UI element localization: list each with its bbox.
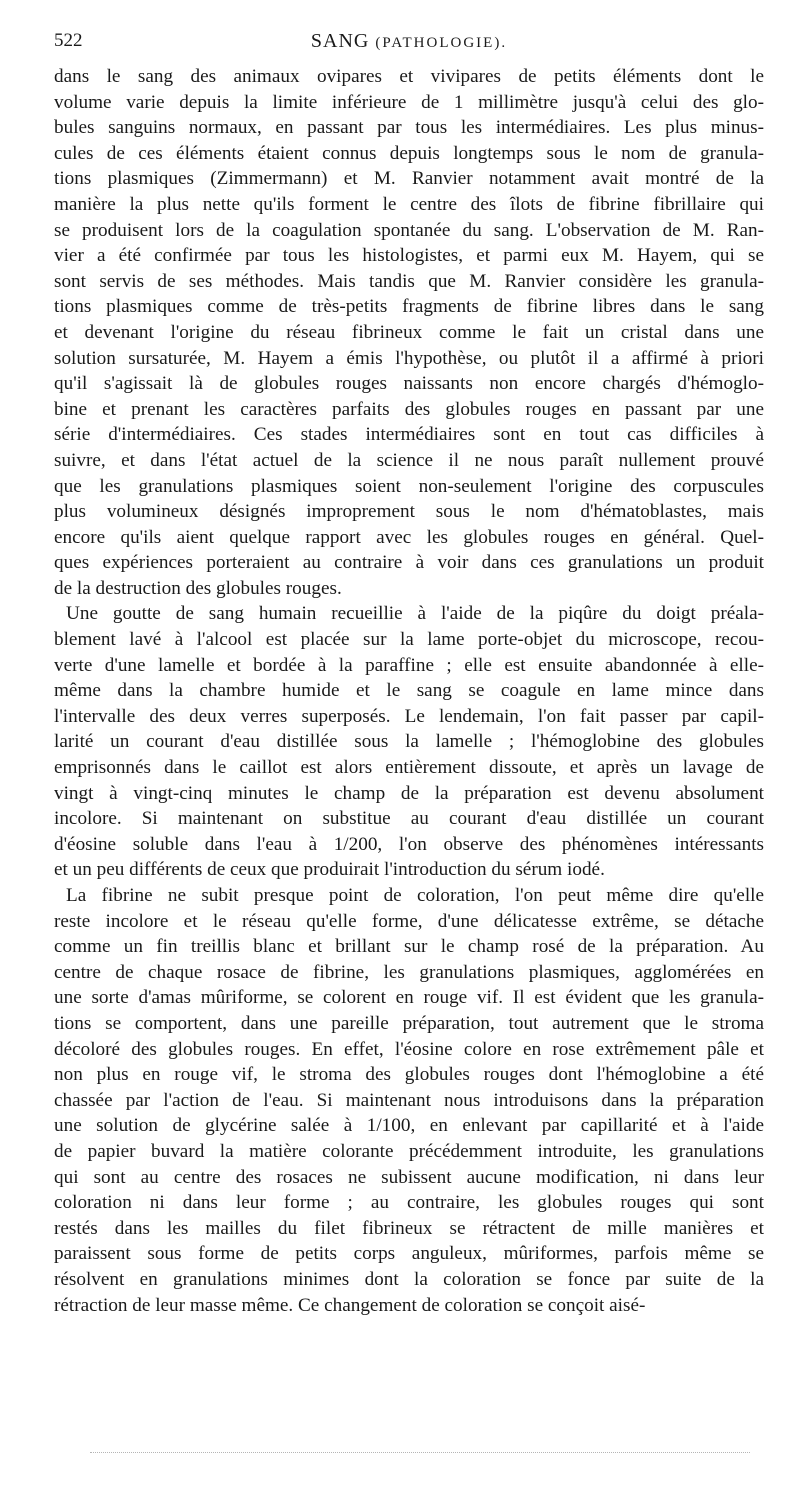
text-line: volume varie depuis la limite inférieure de 1 millimètre jusqu'à celui des glo- bbox=[54, 91, 764, 113]
text-line: vier a été confirmée par tous les histologistes, et parmi eux M. Hayem, qui se bbox=[54, 245, 764, 267]
text-line: résolvent en granulations minimes dont la coloration se fonce par suite de la bbox=[54, 1268, 764, 1290]
paragraph bbox=[54, 64, 764, 601]
text-line: reste incolore et le réseau qu'elle forme, d'une délicatesse extrême, se détache bbox=[54, 910, 764, 932]
text-line: coloration ni dans leur forme ; au contraire, les globules rouges qui sont bbox=[54, 1192, 764, 1214]
paragraph bbox=[54, 883, 764, 1318]
text-line: restés dans les mailles du filet fibrineux se rétractent de mille manières et bbox=[54, 1217, 764, 1239]
text-line: encore qu'ils aient quelque rapport avec les globules rouges en général. Quel- bbox=[54, 526, 764, 548]
text-line: sont servis de ses méthodes. Mais tandis que M. Ranvier considère les granula- bbox=[54, 270, 764, 292]
text-line: vingt à vingt-cinq minutes le champ de la préparation est devenu absolument bbox=[54, 782, 764, 804]
text-line: et un peu différents de ceux que produirait l'introduction du sérum iodé. bbox=[54, 859, 605, 881]
text-line: qui sont au centre des rosaces ne subissent aucune modification, ni dans leur bbox=[54, 1166, 764, 1188]
paragraph bbox=[54, 601, 764, 883]
text-line: incolore. Si maintenant on substitue au courant d'eau distillée un courant bbox=[54, 808, 764, 830]
text-line: tions plasmiques (Zimmermann) et M. Ranvier notamment avait montré de la bbox=[54, 168, 764, 190]
text-line: bules sanguins normaux, en passant par tous les intermédiaires. Les plus minus- bbox=[54, 117, 764, 139]
body-text bbox=[54, 64, 764, 1318]
text-line: dans le sang des animaux ovipares et vivipares de petits éléments dont le bbox=[54, 66, 764, 87]
text-line: une sorte d'amas mûriforme, se colorent en rouge vif. Il est évident que les granula- bbox=[54, 987, 764, 1009]
text-line: tions plasmiques comme de très-petits fragments de fibrine libres dans le sang bbox=[54, 296, 764, 318]
text-line: La fibrine ne subit presque point de coloration, l'on peut même dire qu'elle bbox=[66, 885, 764, 906]
text-line: plus volumineux désignés improprement sous le nom d'hématoblastes, mais bbox=[54, 501, 764, 523]
text-line: centre de chaque rosace de fibrine, les granulations plasmiques, agglomérées en bbox=[54, 961, 764, 983]
text-line: chassée par l'action de l'eau. Si maintenant nous introduisons dans la préparation bbox=[54, 1089, 764, 1111]
text-line: bine et prenant les caractères parfaits des globules rouges en passant par une bbox=[54, 398, 764, 420]
text-line: que les granulations plasmiques soient non-seulement l'origine des corpuscules bbox=[54, 475, 764, 497]
text-line: rétraction de leur masse même. Ce changement de coloration se conçoit aisé- bbox=[54, 1294, 646, 1316]
text-line: de la destruction des globules rouges. bbox=[54, 577, 342, 599]
text-line: manière la plus nette qu'ils forment le centre des îlots de fibrine fibrillaire qui bbox=[54, 193, 764, 215]
running-title-sub: (PATHOLOGIE). bbox=[375, 35, 508, 51]
text-line: solution sursaturée, M. Hayem a émis l'hypothèse, ou plutôt il a affirmé à priori bbox=[54, 347, 764, 369]
running-title bbox=[54, 30, 764, 53]
text-line: même dans la chambre humide et le sang se coagule en lame mince dans bbox=[54, 680, 764, 702]
text-line: cules de ces éléments étaient connus depuis longtemps sous le nom de granula- bbox=[54, 142, 764, 164]
text-line: tions se comportent, dans une pareille préparation, tout autrement que le stroma bbox=[54, 1012, 764, 1034]
text-line: décoloré des globules rouges. En effet, l'éosine colore en rose extrêmement pâle et bbox=[54, 1038, 764, 1060]
text-line: se produisent lors de la coagulation spontanée du sang. L'observation de M. Ran- bbox=[54, 219, 764, 241]
text-line: paraissent sous forme de petits corps anguleux, mûriformes, parfois même se bbox=[54, 1243, 764, 1265]
text-line: non plus en rouge vif, le stroma des globules rouges dont l'hémoglobine a été bbox=[54, 1064, 764, 1086]
page-number: 522 bbox=[54, 30, 83, 51]
text-line: suivre, et dans l'état actuel de la science il ne nous paraît nullement prouvé bbox=[54, 449, 764, 471]
text-line: ques expériences porteraient au contraire à voir dans ces granulations un produit bbox=[54, 552, 764, 574]
text-line: l'intervalle des deux verres superposés. Le lendemain, l'on fait passer par capil- bbox=[54, 705, 764, 727]
text-line: larité un courant d'eau distillée sous la lamelle ; l'hémoglobine des globules bbox=[54, 731, 764, 753]
text-line: d'éosine soluble dans l'eau à 1/200, l'on observe des phénomènes intéressants bbox=[54, 833, 764, 855]
running-title-main: SANG bbox=[310, 30, 370, 52]
text-line: Une goutte de sang humain recueillie à l'aide de la piqûre du doigt préala- bbox=[66, 603, 764, 625]
text-line: blement lavé à l'alcool est placée sur la lame porte-objet du microscope, recou- bbox=[54, 629, 764, 651]
text-line: verte d'une lamelle et bordée à la paraffine ; elle est ensuite abandonnée à elle- bbox=[54, 654, 764, 676]
text-line: une solution de glycérine salée à 1/100, en enlevant par capillarité et à l'aide bbox=[54, 1115, 764, 1137]
page-header bbox=[54, 30, 764, 58]
text-line: emprisonnés dans le caillot est alors entièrement dissoute, et après un lavage de bbox=[54, 757, 764, 779]
text-line: comme un fin treillis blanc et brillant sur le champ rosé de la préparation. Au bbox=[54, 936, 764, 958]
text-line: et devenant l'origine du réseau fibrineux comme le fait un cristal dans une bbox=[54, 321, 764, 343]
text-line: de papier buvard la matière colorante précédemment introduite, les granulations bbox=[54, 1140, 764, 1162]
text-line: série d'intermédiaires. Ces stades intermédiaires sont en tout cas difficiles à bbox=[54, 424, 764, 446]
text-line: qu'il s'agissait là de globules rouges naissants non encore chargés d'hémoglo- bbox=[54, 373, 764, 395]
footer-dotted-rule bbox=[90, 1452, 750, 1453]
